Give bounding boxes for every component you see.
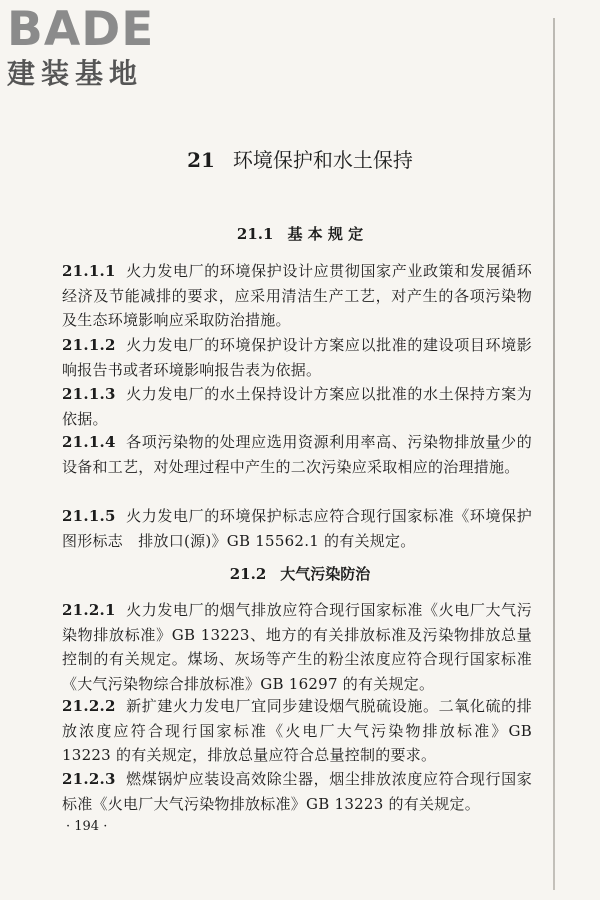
clause-text: 新扩建火力发电厂宜同步建设烟气脱硫设施。二氧化硫的排放浓度应符合现行国家标准《火电厂大气污染物排放标准》GB 13223 的有关规定，排放总量应符合总量控制的要求。 [62,697,532,764]
clause-text: 火力发电厂的环境保护标志应符合现行国家标准《环境保护图形标志 排放口(源)》GB 15562.1 的有关规定。 [62,507,532,550]
section-title-text: 大气污染防治 [280,565,371,583]
clause-text: 火力发电厂的环境保护设计应贯彻国家产业政策和发展循环经济及节能减排的要求，应采用清洁生产工艺，对产生的各项污染物及生态环境影响应采取防治措施。 [62,262,532,329]
clause-text: 火力发电厂的水土保持设计方案应以批准的水土保持方案为依据。 [62,385,532,428]
clause-number: 21.2.1 [62,601,116,619]
clause-21-1-2 [62,333,532,382]
clause-number: 21.1.3 [62,385,116,403]
chapter-number: 21 [187,148,215,172]
clause-number: 21.2.2 [62,697,116,715]
section-number: 21.1 [236,225,274,243]
clause-21-1-1 [62,259,532,333]
clause-21-2-3 [62,767,532,816]
clause-21-2-1 [62,598,532,696]
clause-21-1-3 [62,382,532,431]
section-title-21-1 [0,223,600,245]
clause-text: 燃煤锅炉应装设高效除尘器，烟尘排放浓度应符合现行国家标准《火电厂大气污染物排放标准》GB 13223 的有关规定。 [62,770,532,813]
clause-number: 21.1.5 [62,507,116,525]
clause-text: 火力发电厂的环境保护设计方案应以批准的建设项目环境影响报告书或者环境影响报告表为依据。 [62,336,532,379]
chapter-title [0,146,600,174]
chapter-title-text: 环境保护和水土保持 [232,148,413,172]
logo-wordmark: BADE [7,2,155,57]
section-title-21-2 [0,563,600,585]
clause-number: 21.1.1 [62,262,116,280]
section-number: 21.2 [229,565,267,583]
clause-number: 21.2.3 [62,770,116,788]
logo-subtitle: 建装基地 [7,57,144,90]
bade-logo [7,4,177,90]
clause-number: 21.1.2 [62,336,116,354]
clause-number: 21.1.4 [62,433,116,451]
clause-text: 各项污染物的处理应选用资源利用率高、污染物排放量少的设备和工艺，对处理过程中产生的二次污染应采取相应的治理措施。 [62,433,532,476]
section-title-text: 基 本 规 定 [287,225,364,243]
clause-21-2-2 [62,694,532,768]
clause-21-1-5 [62,504,532,553]
page-number: · 194 · [66,819,108,834]
clause-21-1-4 [62,430,532,479]
clause-text: 火力发电厂的烟气排放应符合现行国家标准《火电厂大气污染物排放标准》GB 13223、地方的有关排放标准及污染物排放总量控制的有关规定。煤场、灰场等产生的粉尘浓度应符合现行国家标准《大气污染物综合排放标准》GB 16297 的有关规定。 [62,601,532,693]
